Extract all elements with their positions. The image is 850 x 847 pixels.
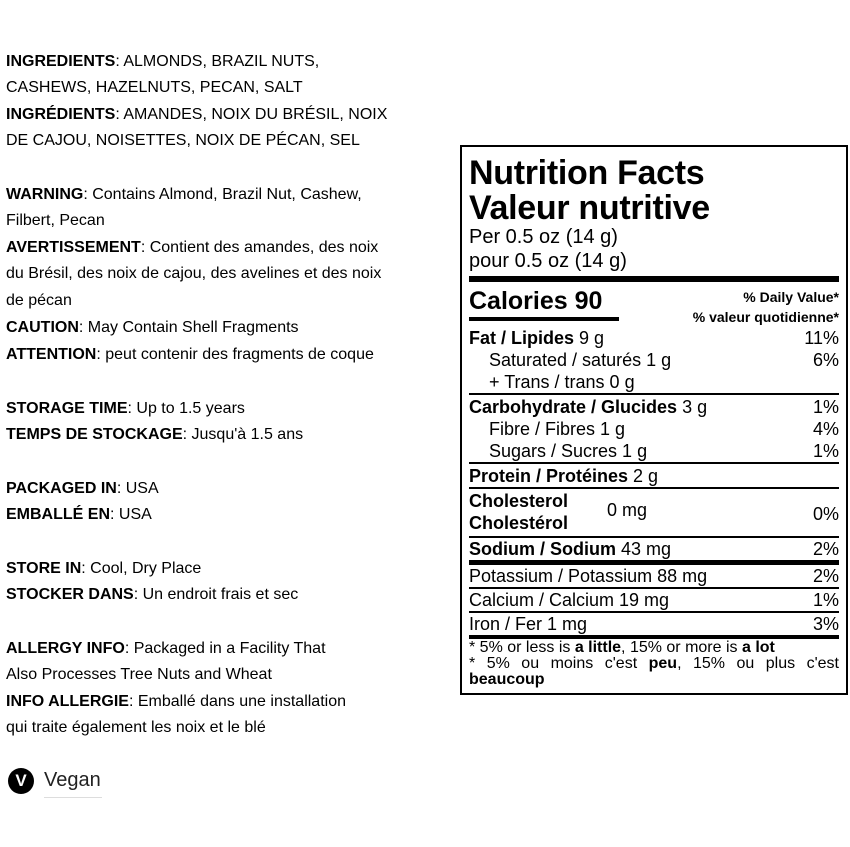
info-line [6,131,360,151]
title-fr: Valeur nutritive [469,189,710,227]
info-label: STOCKER DANS [6,586,134,603]
daily-value-fr: % valeur quotidienne* [692,309,839,325]
info-label: INGRÉDIENTS [6,106,116,123]
info-label: INGREDIENTS [6,53,116,70]
info-label: ATTENTION [6,346,97,363]
info-label: PACKAGED IN [6,480,117,497]
iron-row: Iron / Fer 1 mg 3% [469,614,839,634]
divider [44,797,102,798]
calories: Calories 90 [469,287,603,315]
saturated-row: Saturated / saturés 1 g 6% [489,350,839,370]
info-line [6,185,362,205]
info-text: de pécan [6,292,72,309]
info-text: : May Contain Shell Fragments [78,319,299,336]
info-line [6,318,299,338]
info-line [6,52,319,72]
divider [469,487,839,489]
fat-row: Fat / Lipides 9 g 11% [469,328,839,348]
info-text: CASHEWS, HAZELNUTS, PECAN, SALT [6,79,303,96]
info-line [6,559,201,579]
info-text: : USA [116,480,159,497]
info-text: Filbert, Pecan [6,212,105,229]
info-label: TEMPS DE STOCKAGE [6,426,183,443]
info-text: DE CAJOU, NOISETTES, NOIX DE PÉCAN, SEL [6,132,360,149]
footnote-fr: * 5% ou moins c'est peu, 15% ou plus c'est [469,655,840,672]
info-text: : Up to 1.5 years [127,400,245,417]
info-label: WARNING [6,186,84,203]
info-line [6,399,245,419]
info-line [6,639,326,659]
info-text: : Contient des amandes, des noix [140,239,379,256]
footnote-fr-cont: beaucoup [469,671,545,688]
info-text: : Cool, Dry Place [81,560,202,577]
footnote-en: * 5% or less is a little, 15% or more is a lot [469,639,775,656]
info-line [6,291,72,311]
info-label: STORE IN [6,560,82,577]
info-label: CAUTION [6,319,79,336]
info-line [6,105,387,125]
info-text: : Jusqu'à 1.5 ans [182,426,304,443]
info-text: : Emballé dans une installation [128,693,346,710]
daily-value-en: % Daily Value* [743,289,839,305]
vegan-label: Vegan [44,769,101,791]
info-text: : Packaged in a Facility That [124,640,326,657]
nutrition-facts-panel [460,145,848,695]
fibre-row: Fibre / Fibres 1 g 4% [489,419,839,439]
info-label: EMBALLÉ EN [6,506,110,523]
info-text: Also Processes Tree Nuts and Wheat [6,666,272,683]
info-line [6,264,381,284]
info-line [6,505,152,525]
serving-en: Per 0.5 oz (14 g) [469,226,618,248]
info-line [6,692,346,712]
info-text: du Brésil, des noix de cajou, des avelines et des noix [6,265,382,282]
info-text: : ALMONDS, BRAZIL NUTS, [115,53,320,70]
info-line [6,479,159,499]
carbohydrate-row: Carbohydrate / Glucides 3 g 1% [469,397,839,417]
sodium-row: Sodium / Sodium 43 mg 2% [469,539,839,559]
info-line [6,345,374,365]
info-line [6,665,272,685]
info-text: : AMANDES, NOIX DU BRÉSIL, NOIX [115,106,388,123]
info-label: STORAGE TIME [6,400,128,417]
sugars-row: Sugars / Sucres 1 g 1% [489,441,839,461]
info-text: qui traite également les noix et le blé [6,719,266,736]
protein-row: Protein / Protéines 2 g [469,466,659,486]
serving-fr: pour 0.5 oz (14 g) [469,250,627,272]
info-text: : Contains Almond, Brazil Nut, Cashew, [83,186,362,203]
title-en: Nutrition Facts [469,154,705,192]
info-text: : Un endroit frais et sec [133,586,299,603]
vegan-icon: V [8,768,34,794]
info-label: INFO ALLERGIE [6,693,129,710]
info-line [6,718,266,738]
info-label: AVERTISSEMENT [6,239,141,256]
info-line [6,585,298,605]
divider [469,276,839,282]
info-line [6,238,378,258]
divider [469,462,839,464]
info-line [6,78,303,98]
info-line [6,211,105,231]
cholesterol-row: Cholesterol Cholestérol 0 mg 0% [469,491,839,533]
info-text: : USA [110,506,152,523]
info-label: ALLERGY INFO [6,640,125,657]
info-line [6,425,303,445]
divider [469,393,839,395]
potassium-row: Potassium / Potassium 88 mg 2% [469,566,839,586]
trans-row: + Trans / trans 0 g [489,372,635,392]
info-text: : peut contenir des fragments de coque [96,346,374,363]
calcium-row: Calcium / Calcium 19 mg 1% [469,590,839,610]
